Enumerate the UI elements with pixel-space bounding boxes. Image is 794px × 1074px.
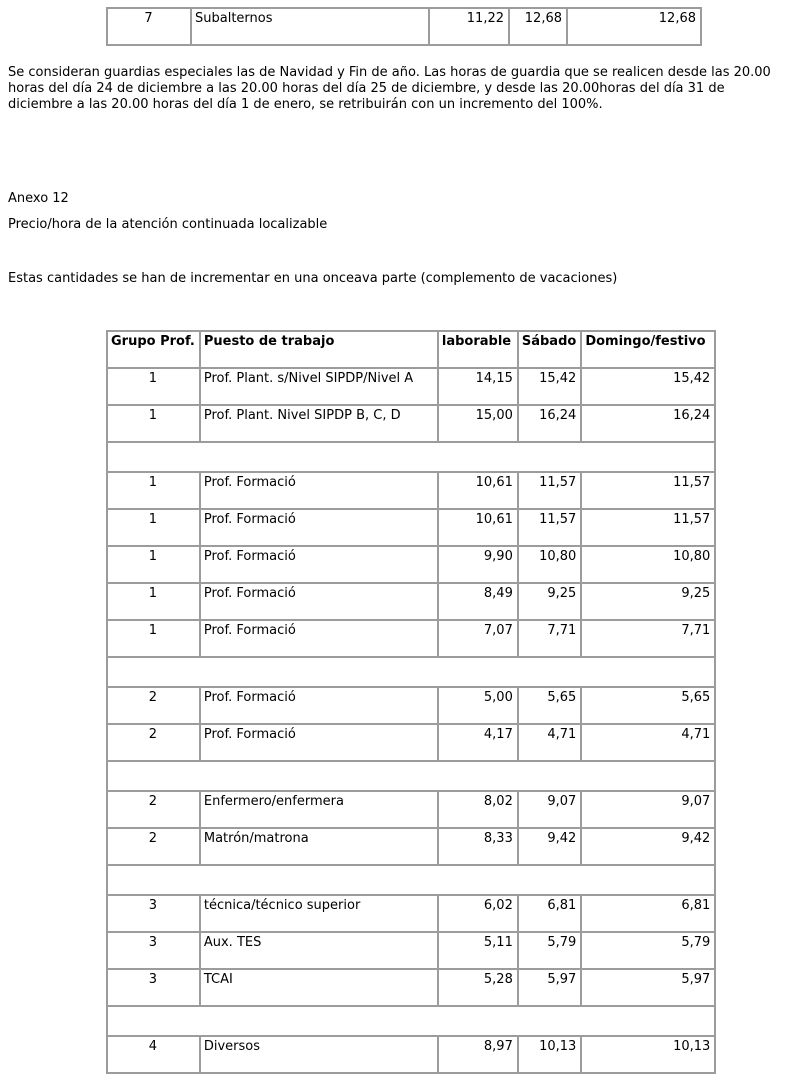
cell-sabado: 9,07 <box>518 791 581 828</box>
cell-grupo: 1 <box>107 368 200 405</box>
cell-grupo: 1 <box>107 620 200 657</box>
cell-domingo: 5,97 <box>581 969 715 1006</box>
cell-domingo: 9,07 <box>581 791 715 828</box>
cell-puesto: Prof. Formació <box>200 583 438 620</box>
vacaciones-note: Estas cantidades se han de incrementar en una onceava parte (complemento de vacaciones) <box>8 271 618 286</box>
cell-grupo: 3 <box>107 932 200 969</box>
cell-sabado: 9,25 <box>518 583 581 620</box>
cell-laborable: 7,07 <box>438 620 518 657</box>
cell-grupo: 1 <box>107 509 200 546</box>
cell-puesto: Prof. Formació <box>200 724 438 761</box>
cell-laborable: 5,00 <box>438 687 518 724</box>
header-sabado: Sábado <box>518 331 581 368</box>
table-row <box>107 932 715 969</box>
cell-grupo: 2 <box>107 724 200 761</box>
cell-laborable: 10,61 <box>438 472 518 509</box>
cell-puesto: Prof. Formació <box>200 546 438 583</box>
header-puesto-trabajo: Puesto de trabajo <box>200 331 438 368</box>
cell-laborable: 15,00 <box>438 405 518 442</box>
precio-hora-table <box>106 330 716 1074</box>
cell-sabado: 5,97 <box>518 969 581 1006</box>
table-row <box>107 509 715 546</box>
cell-sabado: 16,24 <box>518 405 581 442</box>
table-row <box>107 472 715 509</box>
cell-domingo: 12,68 <box>567 8 701 45</box>
cell-domingo: 4,71 <box>581 724 715 761</box>
table-row <box>107 8 701 45</box>
cell-laborable: 5,28 <box>438 969 518 1006</box>
table-row <box>107 687 715 724</box>
spacer-cell <box>107 657 715 687</box>
cell-puesto: Prof. Plant. Nivel SIPDP B, C, D <box>200 405 438 442</box>
cell-grupo: 1 <box>107 405 200 442</box>
cell-puesto: Subalternos <box>191 8 429 45</box>
cell-sabado: 11,57 <box>518 509 581 546</box>
table-row <box>107 895 715 932</box>
cell-domingo: 7,71 <box>581 620 715 657</box>
cell-laborable: 11,22 <box>429 8 509 45</box>
cell-laborable: 6,02 <box>438 895 518 932</box>
cell-laborable: 5,11 <box>438 932 518 969</box>
cell-laborable: 9,90 <box>438 546 518 583</box>
table-row <box>107 405 715 442</box>
cell-puesto: Prof. Formació <box>200 509 438 546</box>
cell-laborable: 8,02 <box>438 791 518 828</box>
cell-domingo: 15,42 <box>581 368 715 405</box>
cell-laborable: 8,33 <box>438 828 518 865</box>
cell-puesto: Aux. TES <box>200 932 438 969</box>
spacer-cell <box>107 442 715 472</box>
cell-domingo: 10,13 <box>581 1036 715 1073</box>
anexo-heading: Anexo 12 <box>8 191 69 206</box>
cell-laborable: 10,61 <box>438 509 518 546</box>
cell-puesto: técnica/técnico superior <box>200 895 438 932</box>
spacer-row <box>107 657 715 687</box>
cell-domingo: 11,57 <box>581 472 715 509</box>
subalternos-partial-table <box>106 7 702 46</box>
table-row <box>107 791 715 828</box>
cell-grupo: 2 <box>107 791 200 828</box>
guardias-paragraph: Se consideran guardias especiales las de Navidad y Fin de año. Las horas de guardia que se realicen desde las 20.00 horas del día 24 de diciembre a las 20.00 horas del día 25 de diciembre, y desde las 20.00horas del día 31 de diciembre a las 20.00 horas del día 1 de enero, se retribuirán con un incremento del 100%. <box>8 65 771 112</box>
cell-sabado: 10,13 <box>518 1036 581 1073</box>
cell-grupo: 7 <box>107 8 191 45</box>
cell-puesto: Prof. Formació <box>200 472 438 509</box>
cell-laborable: 8,97 <box>438 1036 518 1073</box>
cell-sabado: 12,68 <box>509 8 567 45</box>
table-row <box>107 724 715 761</box>
spacer-row <box>107 442 715 472</box>
spacer-row <box>107 865 715 895</box>
cell-sabado: 7,71 <box>518 620 581 657</box>
cell-grupo: 1 <box>107 583 200 620</box>
cell-sabado: 11,57 <box>518 472 581 509</box>
cell-domingo: 11,57 <box>581 509 715 546</box>
table-header-row <box>107 331 715 368</box>
spacer-row <box>107 1006 715 1036</box>
cell-sabado: 5,65 <box>518 687 581 724</box>
cell-sabado: 9,42 <box>518 828 581 865</box>
cell-puesto: Prof. Formació <box>200 620 438 657</box>
cell-sabado: 5,79 <box>518 932 581 969</box>
cell-sabado: 6,81 <box>518 895 581 932</box>
cell-grupo: 1 <box>107 546 200 583</box>
table-row <box>107 368 715 405</box>
cell-grupo: 3 <box>107 969 200 1006</box>
cell-sabado: 4,71 <box>518 724 581 761</box>
cell-laborable: 4,17 <box>438 724 518 761</box>
header-domingo-festivo: Domingo/festivo <box>581 331 715 368</box>
spacer-cell <box>107 865 715 895</box>
cell-grupo: 1 <box>107 472 200 509</box>
table-row <box>107 828 715 865</box>
cell-puesto: Prof. Plant. s/Nivel SIPDP/Nivel A <box>200 368 438 405</box>
cell-domingo: 9,42 <box>581 828 715 865</box>
cell-grupo: 3 <box>107 895 200 932</box>
header-grupo-prof: Grupo Prof. <box>107 331 200 368</box>
cell-domingo: 16,24 <box>581 405 715 442</box>
cell-domingo: 10,80 <box>581 546 715 583</box>
cell-grupo: 2 <box>107 687 200 724</box>
cell-sabado: 10,80 <box>518 546 581 583</box>
spacer-cell <box>107 1006 715 1036</box>
cell-domingo: 9,25 <box>581 583 715 620</box>
cell-puesto: Diversos <box>200 1036 438 1073</box>
table-row <box>107 969 715 1006</box>
cell-puesto: TCAI <box>200 969 438 1006</box>
cell-domingo: 6,81 <box>581 895 715 932</box>
cell-sabado: 15,42 <box>518 368 581 405</box>
cell-puesto: Enfermero/enfermera <box>200 791 438 828</box>
section-title: Precio/hora de la atención continuada localizable <box>8 217 328 232</box>
cell-puesto: Prof. Formació <box>200 687 438 724</box>
cell-puesto: Matrón/matrona <box>200 828 438 865</box>
table-row <box>107 1036 715 1073</box>
table-row <box>107 620 715 657</box>
header-laborable: laborable <box>438 331 518 368</box>
cell-grupo: 2 <box>107 828 200 865</box>
cell-domingo: 5,79 <box>581 932 715 969</box>
spacer-cell <box>107 761 715 791</box>
table-row <box>107 583 715 620</box>
spacer-row <box>107 761 715 791</box>
cell-laborable: 14,15 <box>438 368 518 405</box>
table-row <box>107 546 715 583</box>
cell-laborable: 8,49 <box>438 583 518 620</box>
cell-domingo: 5,65 <box>581 687 715 724</box>
cell-grupo: 4 <box>107 1036 200 1073</box>
